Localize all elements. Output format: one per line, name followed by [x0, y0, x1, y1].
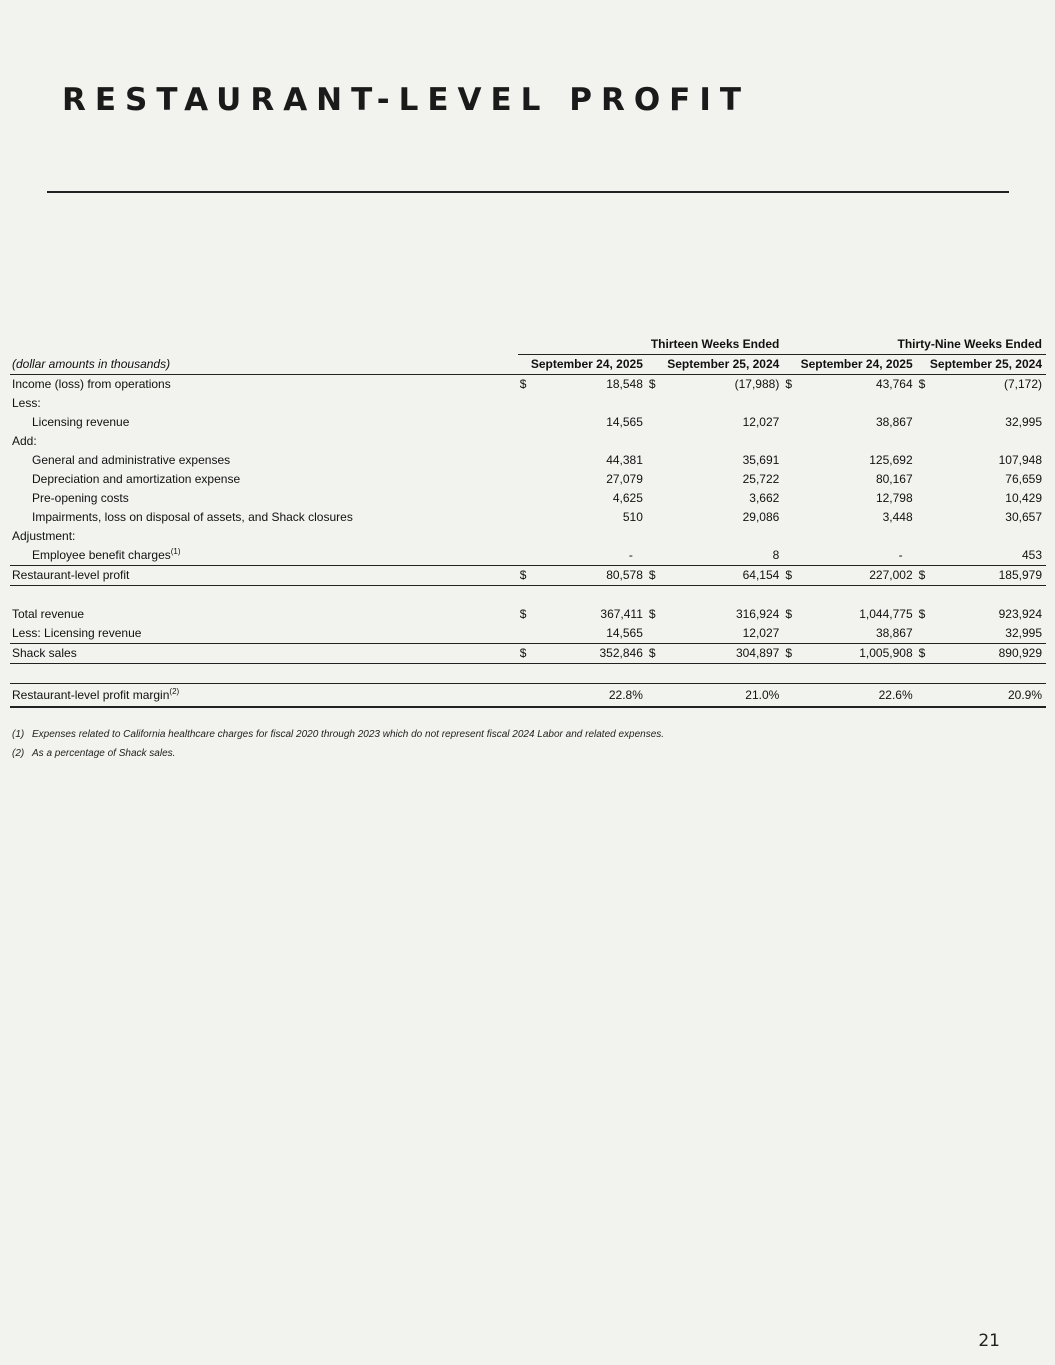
group-header-thirty-nine-weeks: Thirty-Nine Weeks Ended [783, 334, 1046, 355]
value-cell: 125,692 [869, 453, 913, 467]
table-row [10, 624, 1046, 644]
group-header-thirteen-weeks: Thirteen Weeks Ended [518, 334, 784, 355]
column-header-ytd-2024: September 25, 2024 [917, 355, 1046, 375]
currency-symbol: $ [785, 607, 793, 621]
units-label: (dollar amounts in thousands) [10, 355, 518, 375]
value-cell: - [628, 548, 633, 562]
value-cell: 30,657 [1005, 510, 1042, 524]
page-number: 21 [978, 1331, 1000, 1351]
currency-symbol: $ [648, 377, 656, 391]
row-label: General and administrative expenses [32, 453, 231, 467]
table-row [10, 546, 1046, 566]
table-row [10, 432, 1046, 451]
row-label: Restaurant-level profit [10, 566, 518, 586]
value-cell: 38,867 [875, 626, 913, 640]
value-cell: 20.9% [931, 684, 1046, 708]
row-label-text: Restaurant-level profit margin [12, 687, 170, 702]
value-cell: (7,172) [1003, 377, 1042, 391]
group-header-row [10, 334, 1046, 355]
table-row-margin [10, 684, 1046, 708]
currency-symbol: $ [518, 644, 532, 664]
table-row [10, 451, 1046, 470]
value-cell: 3,662 [749, 491, 780, 505]
currency-symbol: $ [785, 377, 793, 391]
table-row-total [10, 644, 1046, 664]
column-header-ytd-2025: September 24, 2025 [783, 355, 916, 375]
row-label [10, 546, 518, 566]
section-label: Less: [12, 396, 41, 410]
value-cell: 32,995 [1005, 415, 1042, 429]
value-cell: 21.0% [661, 684, 783, 708]
currency-symbol: $ [917, 566, 931, 586]
row-label: Pre-opening costs [32, 491, 129, 505]
currency-symbol: $ [783, 644, 797, 664]
value-cell: (17,988) [734, 377, 780, 391]
value-cell: 22.6% [798, 684, 917, 708]
value-cell: 10,429 [1005, 491, 1042, 505]
footnotes [12, 728, 664, 766]
footnote-number: (2) [12, 748, 25, 759]
value-cell: 890,929 [931, 644, 1046, 664]
value-cell: - [898, 548, 903, 562]
value-cell: 14,565 [606, 415, 643, 429]
value-cell: 4,625 [612, 491, 643, 505]
value-cell: 18,548 [606, 377, 643, 391]
table-row [10, 508, 1046, 527]
value-cell: 12,027 [742, 415, 780, 429]
value-cell: 38,867 [875, 415, 913, 429]
value-cell: 25,722 [742, 472, 780, 486]
currency-symbol: $ [918, 377, 926, 391]
row-label: Less: Licensing revenue [12, 626, 142, 640]
value-cell: 352,846 [532, 644, 647, 664]
row-label: Shack sales [10, 644, 518, 664]
table-row-total [10, 566, 1046, 586]
row-label: Licensing revenue [32, 415, 130, 429]
footnote [12, 747, 664, 766]
value-cell: 367,411 [600, 607, 643, 621]
currency-symbol: $ [519, 607, 527, 621]
title-divider [47, 191, 1009, 193]
currency-symbol: $ [648, 607, 656, 621]
value-cell: 35,691 [742, 453, 780, 467]
value-cell: 923,924 [998, 607, 1042, 621]
value-cell: 76,659 [1005, 472, 1042, 486]
page-title: RESTAURANT-LEVEL PROFIT [62, 82, 751, 118]
value-cell: 185,979 [931, 566, 1046, 586]
value-cell: 107,948 [998, 453, 1042, 467]
table-row [10, 413, 1046, 432]
value-cell: 44,381 [606, 453, 643, 467]
column-header-q3-2025: September 24, 2025 [518, 355, 647, 375]
value-cell: 14,565 [606, 626, 643, 640]
value-cell: 316,924 [735, 607, 780, 621]
value-cell: 32,995 [1005, 626, 1042, 640]
row-label: Total revenue [12, 607, 85, 621]
table-row [10, 394, 1046, 413]
footnote-marker: (2) [169, 686, 180, 696]
value-cell: 27,079 [606, 472, 643, 486]
table-row [10, 375, 1046, 395]
currency-symbol: $ [783, 566, 797, 586]
section-label: Add: [12, 434, 37, 448]
value-cell: 22.8% [532, 684, 647, 708]
row-label [10, 684, 518, 708]
value-cell: 1,044,775 [859, 607, 913, 621]
currency-symbol: $ [647, 566, 661, 586]
footnote-number: (1) [12, 729, 25, 740]
currency-symbol: $ [647, 644, 661, 664]
value-cell: 12,027 [742, 626, 780, 640]
value-cell: 43,764 [875, 377, 913, 391]
table-row [10, 489, 1046, 508]
restaurant-level-profit-table [10, 334, 1046, 708]
column-header-q3-2024: September 25, 2024 [647, 355, 783, 375]
value-cell: 453 [1021, 548, 1042, 562]
value-cell: 29,086 [742, 510, 780, 524]
row-label: Income (loss) from operations [12, 377, 171, 391]
currency-symbol: $ [519, 377, 527, 391]
column-header-row [10, 355, 1046, 375]
currency-symbol: $ [917, 644, 931, 664]
section-label: Adjustment: [12, 529, 76, 543]
row-label-text: Employee benefit charges [32, 548, 171, 562]
row-label: Impairments, loss on disposal of assets, and Shack closures [32, 510, 353, 524]
value-cell: 1,005,908 [798, 644, 917, 664]
currency-symbol: $ [918, 607, 926, 621]
footnote-marker: (1) [170, 547, 181, 556]
value-cell: 80,578 [532, 566, 647, 586]
value-cell: 304,897 [661, 644, 783, 664]
value-cell: 12,798 [875, 491, 913, 505]
row-label: Depreciation and amortization expense [32, 472, 241, 486]
value-cell: 64,154 [661, 566, 783, 586]
currency-symbol: $ [518, 566, 532, 586]
value-cell: 80,167 [875, 472, 913, 486]
value-cell: 510 [622, 510, 643, 524]
value-cell: 3,448 [882, 510, 913, 524]
footnote [12, 728, 664, 747]
footnote-text: Expenses related to California healthcare charges for fiscal 2020 through 2023 which do not represent fiscal 2024 Labor and related expenses. [32, 729, 665, 740]
value-cell: 8 [772, 548, 780, 562]
table-row [10, 605, 1046, 624]
value-cell: 227,002 [798, 566, 917, 586]
footnote-text: As a percentage of Shack sales. [32, 748, 176, 759]
table-row [10, 527, 1046, 546]
table-row [10, 470, 1046, 489]
